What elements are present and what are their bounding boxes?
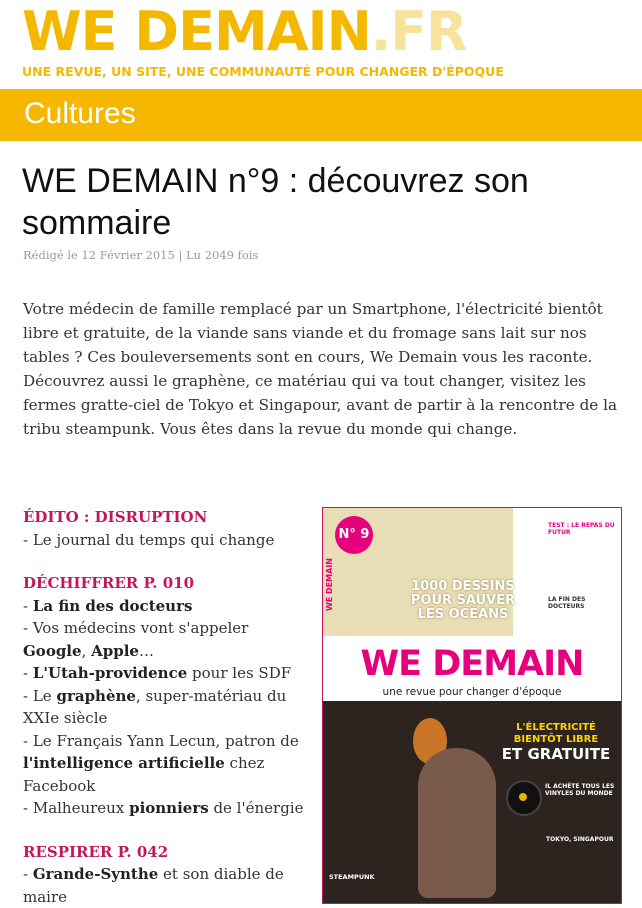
cover-issue-badge: N° 9 [335,516,373,554]
site-tagline: UNE REVUE, UN SITE, UNE COMMUNAUTÉ POUR CHANGER D'ÉPOQUE [22,64,504,79]
cover-headline-electricite: L'ÉLECTRICITÉ BIENTÔT LIBRE ET GRATUITE [501,722,611,763]
category-band [0,89,642,141]
toc-item: - Vos médecins vont s'appeler Google, Apple… [23,619,249,660]
section-title-dechiffrer: DÉCHIFFRER P. 010 [23,574,195,592]
article-meta: Rédigé le 12 Février 2015 | Lu 2049 fois [23,248,259,262]
cover-subtitle: une revue pour changer d'époque [382,686,562,698]
toc-item: - La fin des docteurs [23,596,193,615]
cover-teaser-steampunk: STEAMPUNK [329,873,375,881]
toc-item: - Le journal du temps qui change [23,530,275,549]
section-title-respirer: RESPIRER P. 042 [23,842,169,861]
cover-teaser-tokyo: TOKYO, SINGAPOUR [546,836,614,843]
vinyl-label-icon [519,793,527,801]
toc-item: - Le Français Yann Lecun, patron de l'intelligence artificielle chez Facebook [23,731,299,795]
cover-brand: WE DEMAIN [360,644,584,684]
magazine-cover-image [322,507,622,904]
toc-item: - Grande-Synthe et son diable de maire [23,865,284,906]
cover-teaser-docteurs: LA FIN DES DOCTEURS [548,596,586,610]
cover-teaser-vinyl: IL ACHÈTE TOUS LES VINYLES DU MONDE [545,783,615,797]
toc-item: - Malheureux pionniers de l'énergie [23,799,304,817]
site-logo[interactable] [22,2,504,79]
toc-item: - L'Utah-providence pour les SDF [23,664,292,682]
category-title[interactable]: Cultures [24,97,136,130]
article-title: WE DEMAIN n°9 : découvrez son sommaire [22,162,529,242]
cover-teaser-test: TEST : LE REPAS DU FUTUR [548,522,615,536]
logo-wordmark: WE DEMAIN.FR [22,0,467,63]
cover-headline-dessins: 1000 DESSINS POUR SAUVER LES OCÉANS [410,579,516,622]
table-of-contents [23,506,313,908]
section-title-edito: ÉDITO : DISRUPTION [23,508,208,526]
cover-side-title: WE DEMAIN [325,558,334,612]
article-intro: Votre médecin de famille remplacé par un Smartphone, l'électricité bientôt libre et gratuite, de la viande sans viande et du fromage sans lait sur nos tables ? Ces bouleversements sont en cours, We Demain vous les raconte. Découvrez aussi le graphène, ce matériau qui va tout changer, visitez les fermes gratte-ciel de Tokyo et Singapour, avant de partir à la rencontre de la tribu steampunk. Vous êtes dans la revue du monde qui change. [23,300,618,438]
toc-item: - Le graphène, super-matériau du XXIe siècle [23,686,287,727]
cover-portrait [418,748,496,898]
